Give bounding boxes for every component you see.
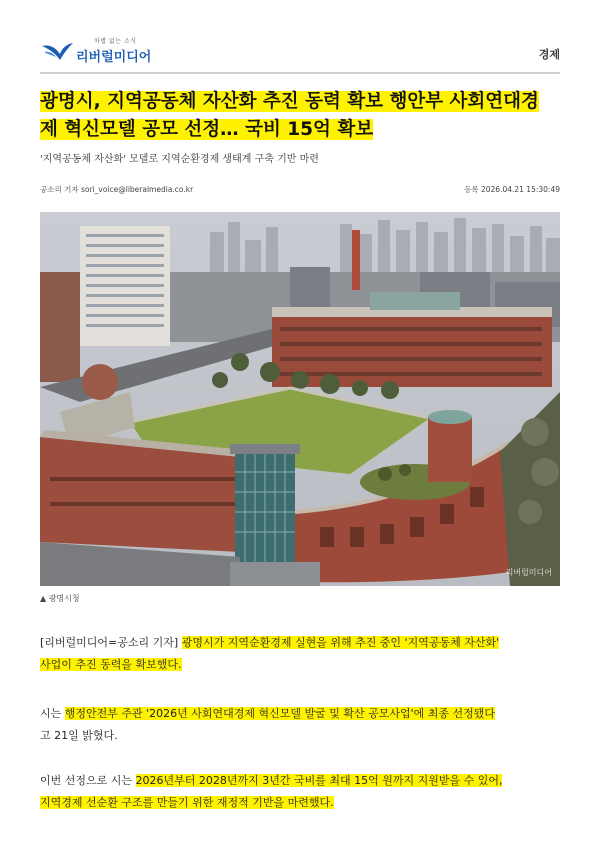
city-hall-aerial-photo bbox=[40, 212, 560, 586]
p2-suffix: 고 21일 밝혔다. bbox=[40, 729, 118, 742]
headline-line-2: 제 혁신모델 공모 선정… 국비 15억 확보 bbox=[40, 119, 374, 140]
section-label[interactable]: 경제 bbox=[538, 48, 560, 61]
p2-highlight: 행정안전부 주관 '2026년 사회연대경제 혁신모델 발굴 및 확산 공모사업'에 최종 선정됐다 bbox=[64, 707, 496, 720]
p1-prefix: [리버럴미디어=공소리 기자] bbox=[40, 636, 182, 649]
article-paragraph-3 bbox=[40, 770, 562, 814]
photo-caption: ▲ 광명시청 bbox=[40, 594, 80, 603]
site-header bbox=[40, 30, 560, 72]
headline-line-1: 광명시, 지역공동체 자산화 추진 동력 확보 행안부 사회연대경 bbox=[40, 91, 539, 112]
site-logo[interactable] bbox=[40, 36, 180, 66]
article-paragraph-2 bbox=[40, 703, 562, 747]
publish-date bbox=[464, 184, 560, 195]
photo-watermark: 리버럴미디어 bbox=[505, 568, 552, 577]
article-paragraph-1 bbox=[40, 632, 562, 676]
logo-text: 리버럴미디어 bbox=[76, 50, 152, 65]
p3-highlight-b: 지역경제 선순환 구조를 만들기 위한 재정적 기반을 마련했다. bbox=[40, 796, 334, 809]
byline: 공소리 기자 sori_voice@liberalmedia.co.kr bbox=[40, 185, 194, 194]
date-value: 2026.04.21 15:30:49 bbox=[480, 185, 560, 194]
p1-highlight-a: 광명시가 지역순환경제 실현을 위해 추진 중인 '지역공동체 자산화' bbox=[181, 636, 500, 649]
p2-prefix: 시는 bbox=[40, 707, 65, 720]
article-subheadline: '지역공동체 자산화' 모델로 지역순환경제 생태계 구축 기반 마련 bbox=[40, 154, 319, 165]
p1-highlight-b: 사업이 추진 동력을 확보했다. bbox=[40, 658, 182, 671]
article-photo bbox=[40, 212, 560, 586]
header-divider bbox=[40, 72, 560, 74]
bird-logo-icon bbox=[40, 40, 74, 62]
p3-prefix: 이번 선정으로 시는 bbox=[40, 774, 136, 787]
date-label: 등록 bbox=[464, 185, 479, 194]
logo-tagline: 차별 없는 소식 bbox=[94, 38, 137, 45]
p3-highlight-a: 2026년부터 2028년까지 3년간 국비를 최대 15억 원까지 지원받을 수 있어, bbox=[135, 774, 503, 787]
article-headline bbox=[40, 88, 562, 144]
